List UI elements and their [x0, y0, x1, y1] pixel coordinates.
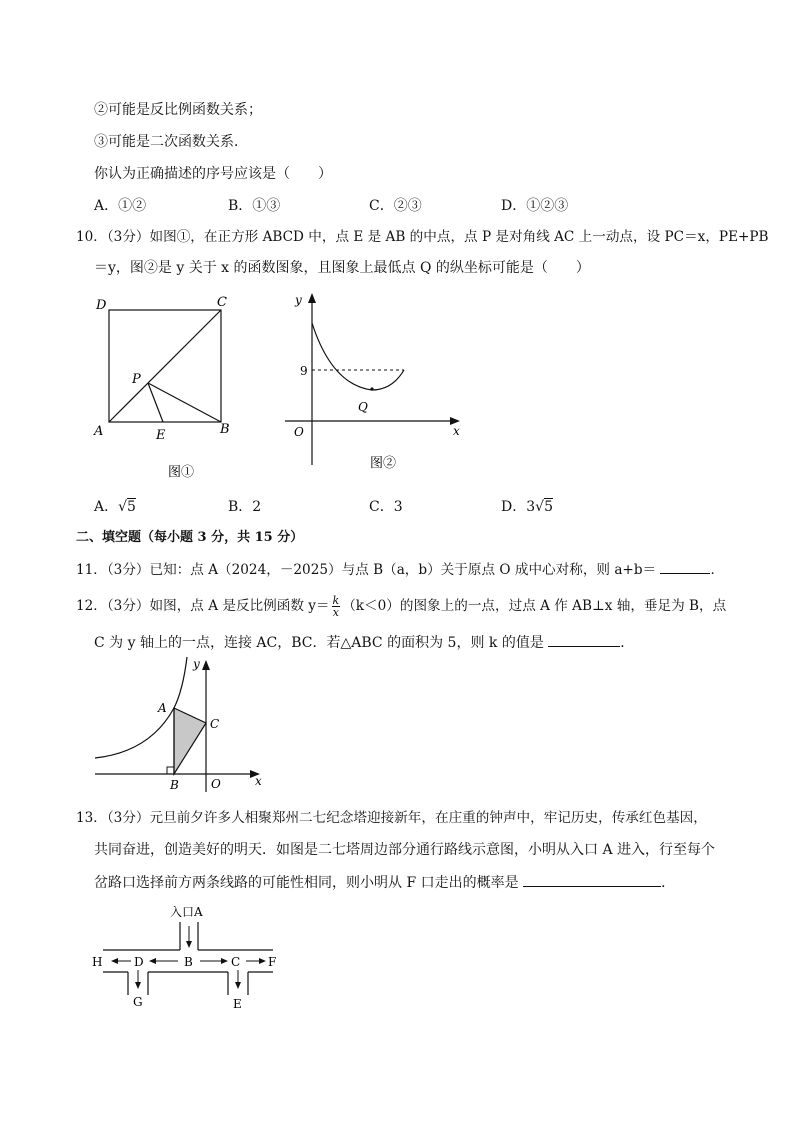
q10-figure-1: [90, 292, 240, 482]
q12-figure: [90, 652, 270, 797]
q13-stem-3: 岔路口选择前方两条线路的可能性相同，则小明从 F 口走出的概率是: [94, 875, 519, 891]
q11-text: [76, 559, 724, 580]
label-B: B: [220, 422, 230, 437]
q9-option-b[interactable]: B．①③: [228, 198, 281, 214]
q10-option-b[interactable]: B．2: [228, 499, 262, 515]
label-C: C: [217, 295, 227, 310]
q13-line-2: 共同奋进，创造美好的明天．如图是二七塔周边部分通行路线示意图，小明从入口 A 进入，行至每个: [94, 842, 716, 858]
q9-question: 你认为正确描述的序号应该是（ ）: [94, 166, 332, 182]
fraction-denominator: x: [332, 606, 339, 619]
label-C: C: [210, 717, 220, 731]
entrance-label: 入口A: [170, 905, 203, 919]
origin-label: O: [211, 777, 221, 791]
label-9: 9: [300, 364, 308, 378]
q12-stem-a: 12．（3分）如图，点 A 是反比例函数 y＝: [76, 598, 330, 614]
figure-2-caption: 图②: [370, 456, 397, 471]
label-D: D: [96, 298, 107, 313]
q11-end: ．: [710, 562, 725, 578]
sqrt-symbol: √: [118, 499, 128, 515]
exit-E-label: E: [233, 997, 242, 1011]
fraction-k-over-x: [332, 595, 341, 618]
q12-line-1: [76, 594, 726, 618]
label-A: A: [94, 424, 104, 439]
section-2-title: 二、填空题（每小题 3 分，共 15 分）: [76, 530, 304, 545]
q11-answer-blank[interactable]: [660, 559, 710, 574]
axis-y-label: y: [193, 657, 200, 671]
origin-label: O: [294, 425, 304, 439]
exit-H-label: H: [92, 955, 103, 969]
q12-end: ．: [620, 635, 635, 651]
label-P: P: [132, 372, 141, 387]
label-A: A: [158, 701, 167, 715]
option-a-radicand: 5: [127, 499, 136, 515]
q10-option-a[interactable]: [94, 497, 136, 517]
q13-line-1: 13．（3分）元旦前夕许多人相聚郑州二七纪念塔迎接新年，在庄重的钟声中，牢记历史，传承红色基因，: [76, 810, 707, 826]
axis-x-label: x: [255, 774, 262, 788]
axis-x-label: x: [453, 424, 460, 438]
q9-option-d[interactable]: D．①②③: [501, 198, 569, 214]
exit-G-label: G: [133, 995, 143, 1009]
q12-line-2: [94, 632, 634, 653]
axis-y-label: y: [295, 293, 302, 307]
exit-F-label: F: [268, 955, 277, 969]
q9-statement-2: ②可能是反比例函数关系；: [94, 102, 262, 118]
q10-line-2: ＝y，图②是 y 关于 x 的函数图象，且图象上最低点 Q 的纵坐标可能是（ ）: [94, 260, 590, 276]
node-B-label: B: [184, 955, 193, 969]
q12-stem-b: （k＜0）的图象上的一点，过点 A 作 AB⊥x 轴，垂足为 B，点: [342, 598, 727, 614]
fraction-numerator: k: [332, 594, 340, 607]
q13-line-3: [94, 872, 675, 893]
q10-figure-2: [280, 290, 470, 475]
q13-route-map: [88, 900, 288, 1015]
q9-option-c[interactable]: C．②③: [369, 198, 422, 214]
q13-end: ．: [661, 875, 676, 891]
q9-statement-3: ③可能是二次函数关系．: [94, 134, 248, 150]
q10-option-c[interactable]: C．3: [369, 499, 403, 515]
label-Q: Q: [358, 400, 368, 414]
q12-stem-2: C 为 y 轴上的一点，连接 AC，BC．若△ABC 的面积为 5，则 k 的值是: [94, 635, 544, 651]
q10-line-1: 10．（3分）如图①，在正方形 ABCD 中，点 E 是 AB 的中点，点 P 是对角线 AC 上一动点，设 PC＝x，PE+PB: [76, 229, 769, 245]
q9-option-a[interactable]: A．①②: [94, 198, 147, 214]
label-E: E: [156, 428, 166, 443]
option-d-radicand: 5: [544, 499, 553, 515]
q13-answer-blank[interactable]: [523, 872, 661, 887]
option-a-prefix: A．: [94, 499, 119, 515]
q12-answer-blank[interactable]: [548, 632, 620, 647]
node-C-label: C: [231, 955, 241, 969]
sqrt-symbol: √: [535, 499, 545, 515]
q11-stem: 11．（3分）已知：点 A（2024，－2025）与点 B（a，b）关于原点 O 成中心对称，则 a+b＝: [76, 562, 657, 578]
node-D-label: D: [134, 955, 144, 969]
option-d-prefix: D．3: [501, 499, 536, 515]
q10-option-d[interactable]: [501, 497, 553, 517]
label-B: B: [170, 778, 179, 792]
figure-1-caption: 图①: [168, 465, 195, 480]
